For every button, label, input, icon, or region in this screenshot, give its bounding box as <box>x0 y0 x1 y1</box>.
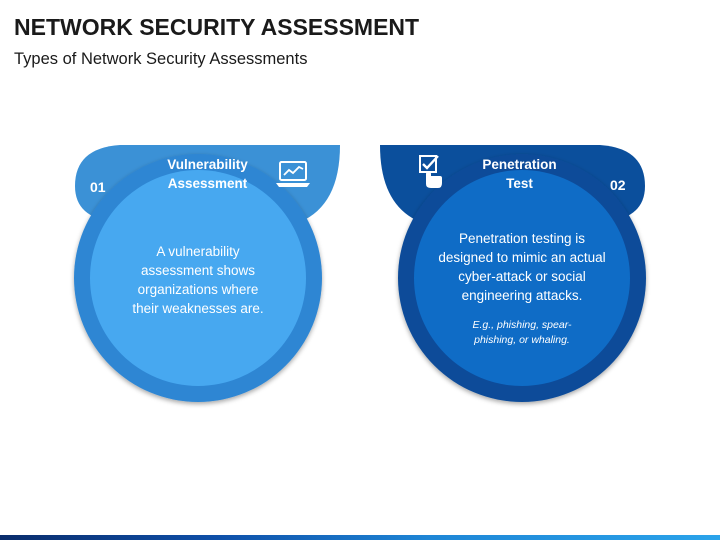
card1-heading-line1: Vulnerability <box>167 157 248 172</box>
page-title: NETWORK SECURITY ASSESSMENT <box>14 14 420 40</box>
card1-body: A vulnerability assessment shows organizations where their weaknesses are. <box>132 244 264 316</box>
card2-number: 02 <box>610 177 626 193</box>
card2-heading-line1: Penetration <box>482 157 557 172</box>
bottom-accent-bar <box>0 535 720 540</box>
laptop-chart-icon <box>275 160 311 190</box>
card2-body: Penetration testing is designed to mimic an actual cyber-attack or social engineering attacks. <box>438 231 606 303</box>
card1-heading-line2: Assessment <box>167 176 248 191</box>
card1-number: 01 <box>90 179 106 195</box>
checklist-hand-icon <box>416 154 446 190</box>
page-subtitle: Types of Network Security Assessments <box>14 50 308 68</box>
card2-heading-line2: Test <box>506 176 533 191</box>
card2-heading <box>462 155 577 193</box>
card2-note: E.g., phishing, spear-phishing, or whaling. <box>472 319 572 346</box>
card1-heading <box>150 155 265 193</box>
